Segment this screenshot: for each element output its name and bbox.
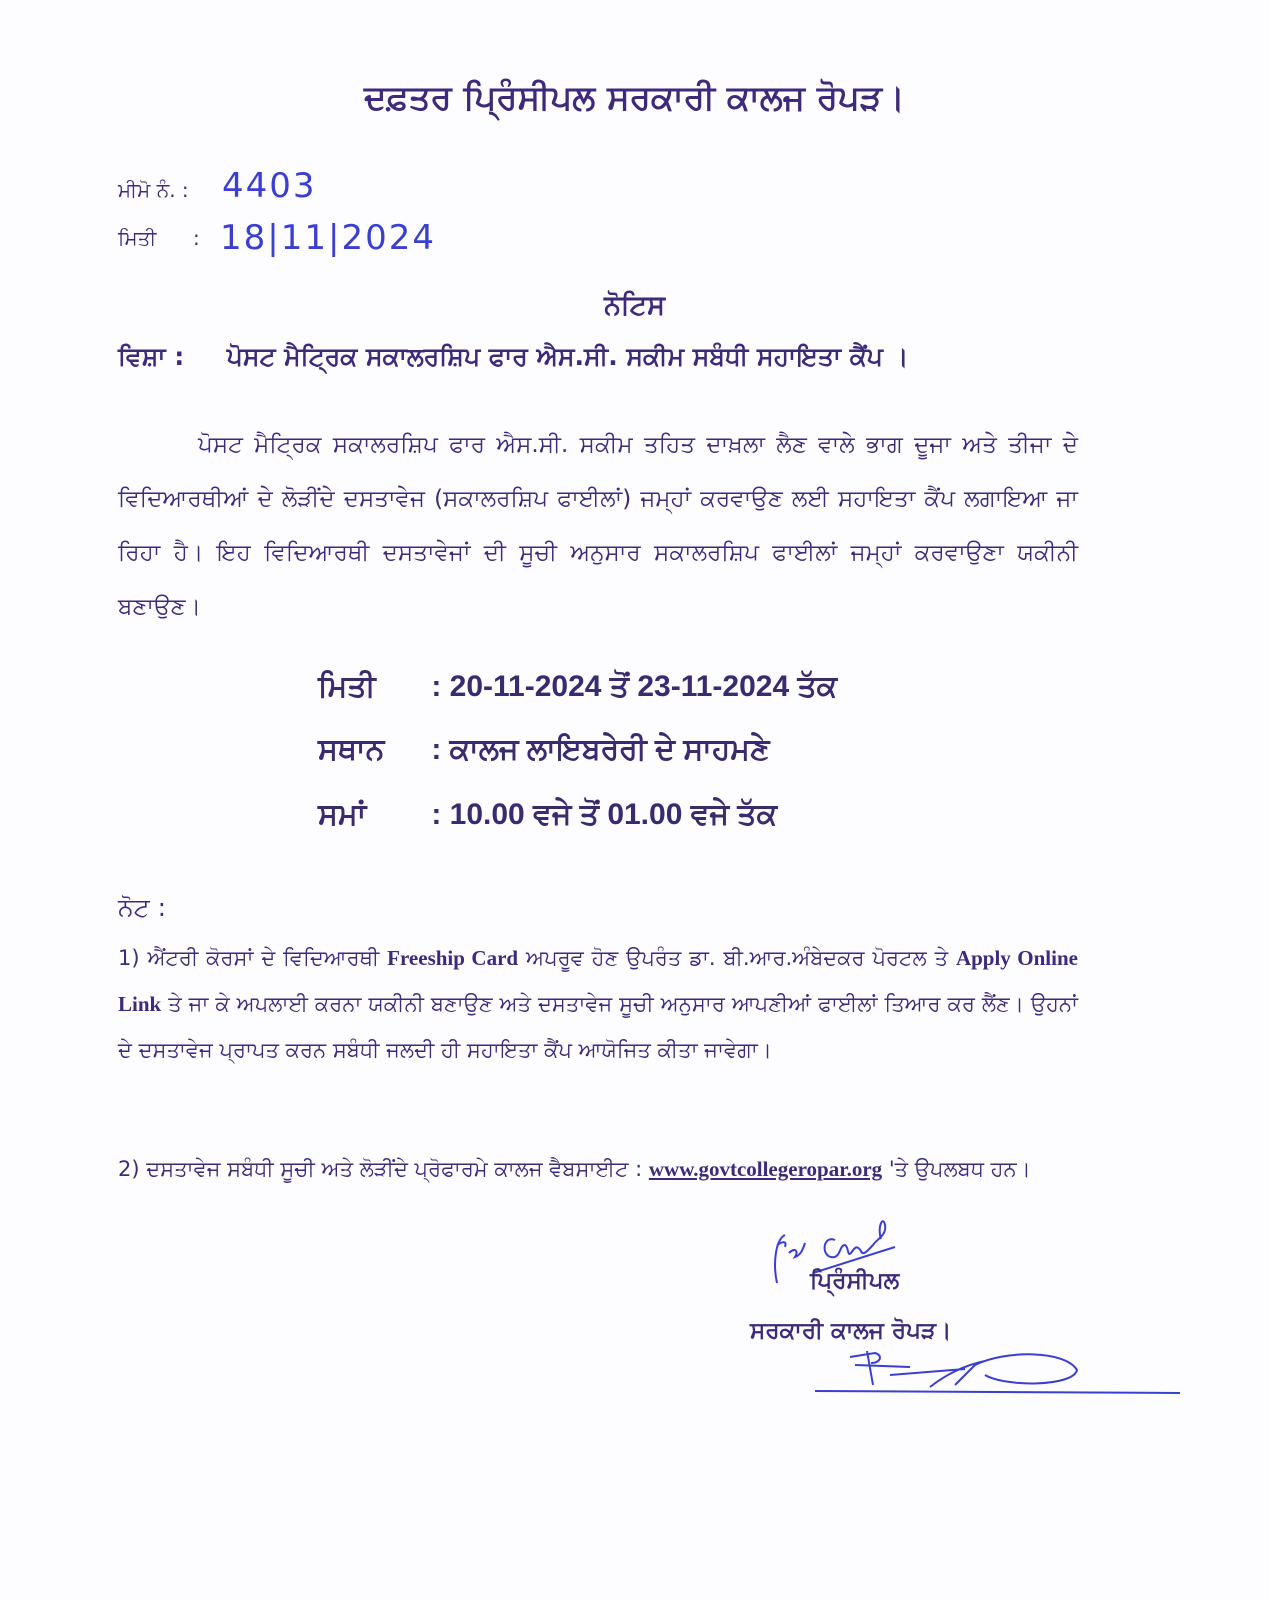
signatory-organization: ਸਰਕਾਰੀ ਕਾਲਜ ਰੋਪੜ। (750, 1318, 952, 1344)
principal-signature (815, 1345, 1185, 1400)
memo-number-label: ਮੀਮੋ ਨੰ. : (118, 178, 189, 202)
note-1-text-b: ਅਪਰੂਵ ਹੋਣ ਉਪਰੰਤ ਡਾ. ਬੀ.ਆਰ.ਅੰਬੇਦਕਰ ਪੋਰਟਲ ਤੇ (518, 946, 956, 970)
detail-date-value: : 20-11-2024 ਤੋਂ 23-11-2024 ਤੱਕ (431, 670, 838, 703)
memo-number-handwritten: 4403 (222, 166, 317, 206)
notice-heading: ਨੋਟਿਸ (604, 290, 665, 321)
freeship-card-term: Freeship Card (387, 946, 519, 970)
detail-time-row (318, 798, 777, 832)
detail-time-label: ਸਮਾਂ (318, 798, 367, 831)
note-2-text-b: 'ਤੇ ਉਪਲਬਧ ਹਨ। (882, 1157, 1031, 1181)
detail-time-value: : 10.00 ਵਜੇ ਤੋਂ 01.00 ਵਜੇ ਤੱਕ (431, 798, 778, 831)
detail-venue-value: : ਕਾਲਜ ਲਾਇਬਰੇਰੀ ਦੇ ਸਾਹਮਣੇ (431, 733, 770, 766)
subject-text: ਪੋਸਟ ਮੈਟ੍ਰਿਕ ਸਕਾਲਰਸ਼ਿਪ ਫਾਰ ਐਸ.ਸੀ. ਸਕੀਮ ਸਬੰਧੀ ਸਹਾਇਤਾ ਕੈਂਪ । (226, 342, 909, 371)
apply-online-link-term: Apply Online Link (118, 946, 1078, 1016)
detail-date-row (318, 670, 837, 704)
note-2-text-a: 2) ਦਸਤਾਵੇਜ ਸਬੰਧੀ ਸੂਚੀ ਅਤੇ ਲੋੜੀਂਦੇ ਪ੍ਰੋਫਾਰਮੇ ਕਾਲਜ ਵੈਬਸਾਈਟ : (118, 1157, 649, 1181)
notes-heading: ਨੋਟ : (118, 893, 167, 922)
subject-line (118, 342, 908, 372)
office-title: ਦਫ਼ਤਰ ਪ੍ਰਿੰਸੀਪਲ ਸਰਕਾਰੀ ਕਾਲਜ ਰੋਪੜ। (364, 78, 905, 118)
detail-date-label: ਮਿਤੀ (318, 670, 376, 703)
memo-date-handwritten: 18|11|2024 (220, 218, 436, 258)
memo-date-label: ਮਿਤੀ (118, 226, 157, 250)
note-1 (118, 935, 1078, 1073)
college-website-link[interactable]: www.govtcollegeropar.org (648, 1157, 883, 1181)
note-1-text-c: ਤੇ ਜਾ ਕੇ ਅਪਲਾਈ ਕਰਨਾ ਯਕੀਨੀ ਬਣਾਉਣ ਅਤੇ ਦਸਤਾਵੇਜ ਸੂਚੀ ਅਨੁਸਾਰ ਆਪਣੀਆਂ ਫਾਈਲਾਂ ਤਿਆਰ ਕਰ ਲੈਂਣ। ਉਹਨਾਂ ਦੇ ਦਸਤਾਵੇਜ ਪ੍ਰਾਪਤ ਕਰਨ ਸਬੰਧੀ ਜਲਦੀ ਹੀ ਸਹਾਇਤਾ ਕੈਂਪ ਆਯੋਜਿਤ ਕੀਤਾ ਜਾਵੇਗਾ। (118, 992, 1078, 1062)
signatory-role: ਪ੍ਰਿੰਸੀਪਲ (810, 1268, 900, 1294)
note-1-text-a: 1) ਐਂਟਰੀ ਕੋਰਸਾਂ ਦੇ ਵਿਦਿਆਰਥੀ (118, 946, 388, 970)
detail-venue-row (318, 733, 770, 767)
subject-label: ਵਿਸ਼ਾ : (118, 342, 185, 371)
note-2 (118, 1146, 1078, 1192)
notice-body: ਪੋਸਟ ਮੈਟ੍ਰਿਕ ਸਕਾਲਰਸ਼ਿਪ ਫਾਰ ਐਸ.ਸੀ. ਸਕੀਮ ਤਹਿਤ ਦਾਖ਼ਲਾ ਲੈਣ ਵਾਲੇ ਭਾਗ ਦੂਜਾ ਅਤੇ ਤੀਜਾ ਦੇ ਵਿਦਿਆਰਥੀਆਂ ਦੇ ਲੋੜੀਂਦੇ ਦਸਤਾਵੇਜ (ਸਕਾਲਰਸ਼ਿਪ ਫਾਈਲਾਂ) ਜਮ੍ਹਾਂ ਕਰਵਾਉਣ ਲਈ ਸਹਾਇਤਾ ਕੈਂਪ ਲਗਾਇਆ ਜਾ ਰਿਹਾ ਹੈ। ਇਹ ਵਿਦਿਆਰਥੀ ਦਸਤਾਵੇਜਾਂ ਦੀ ਸੂਚੀ ਅਨੁਸਾਰ ਸਕਾਲਰਸ਼ਿਪ ਫਾਈਲਾਂ ਜਮ੍ਹਾਂ ਕਰਵਾਉਣਾ ਯਕੀਨੀ ਬਣਾਉਣ। (118, 432, 1078, 620)
detail-venue-label: ਸਥਾਨ (318, 733, 385, 766)
memo-date-separator: : (193, 226, 200, 250)
